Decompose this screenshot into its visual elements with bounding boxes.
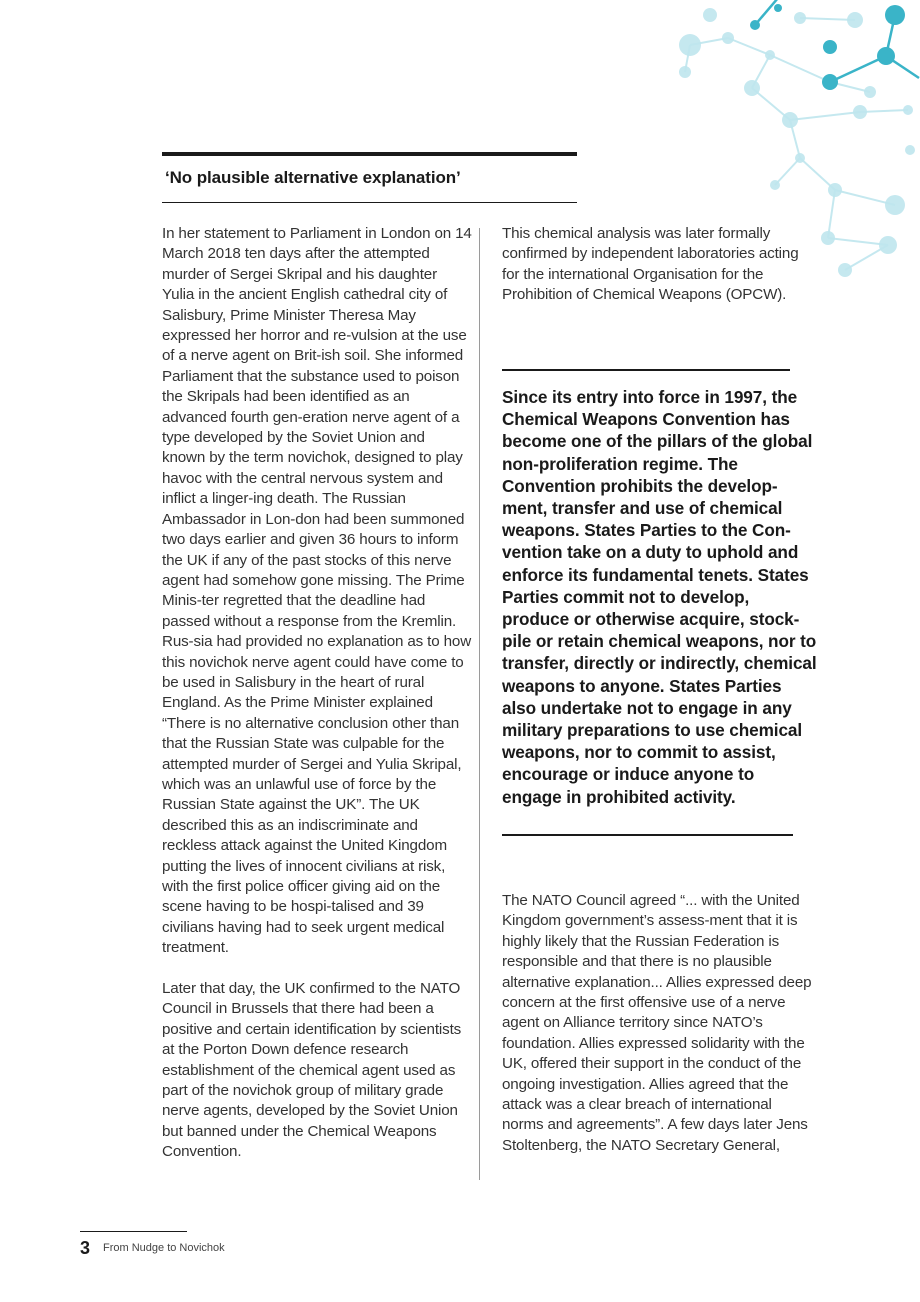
pullquote-top-rule [502, 369, 790, 371]
left-column [162, 224, 472, 1183]
body-paragraph: In her statement to Parliament in London on 14 March 2018 ten days after the attempted murder of Sergei Skripal and his daughter Yulia in the ancient English cathedral city of Salisbury, Prime Minister Theresa May expressed her horror and re-vulsion at the use of a nerve agent on Brit-ish soil. She informed Parliament that the substance used to poison the Skripals had been identified as an advanced fourth gen-eration nerve agent of a type developed by the Soviet Union and known by the term novichok, designed to play havoc with the central nervous system and inflict a linger-ing death. The Russian Ambassador in Lon-don had been summoned two days earlier and given 36 hours to inform the UK if any of the past stocks of this nerve agent had somehow gone missing. The Prime Minis-ter regretted that the deadline had passed without a response from the Kremlin. Rus-sia had provided no explanation as to how this novichok nerve agent could have come to be used in Salisbury in the heart of rural England. As the Prime Minister explained “There is no alternative conclusion other than that the Russian State was culpable for the attempted murder of Sergei and Yulia Skripal, which was an unlawful use of force by the Russian State against the UK”. The UK described this as an indiscriminate and reckless attack against the United Kingdom putting the lives of innocent civilians at risk, with the first police officer giving aid on the scene having to be hospi-talised and 39 civilians having had to seek urgent medical treatment. [162, 225, 472, 957]
section-title: ‘No plausible alternative explanation’ [165, 168, 461, 187]
section-bottom-rule [162, 202, 577, 203]
pullquote-bottom-rule [502, 834, 793, 836]
column-divider [479, 228, 480, 1180]
pullquote: Since its entry into force in 1997, the Chemical Weapons Convention has become one of the pillars of the global non-proliferation regime. The Convention prohibits the develop-ment, transfer and use of chemical weapons. States Parties to the Con-vention take on a duty to uphold and enforce its fundamental tenets. States Parties commit not to develop, produce or otherwise acquire, stock-pile or retain chemical weapons, nor to transfer, directly or indirectly, chemical weapons to anyone. States Parties also undertake not to engage in any military preparations to use chemical weapons, nor to commit to assist, encourage or induce anyone to engage in prohibited activity. [502, 387, 817, 807]
footer-publication-title: From Nudge to Novichok [103, 1242, 225, 1254]
body-paragraph: Later that day, the UK confirmed to the NATO Council in Brussels that there had been a positive and certain identification by scientists at the Porton Down defence research establishment of the chemical agent used as part of the novichok group of military grade nerve agents, developed by the Soviet Union but banned under the Chemical Weapons Convention. [162, 980, 462, 1161]
footer-rule [80, 1231, 187, 1232]
right-column-intro [502, 224, 812, 326]
body-paragraph: This chemical analysis was later formally confirmed by independent laboratories acting for the international Organisation for the Prohibition of Chemical Weapons (OPCW). [502, 225, 799, 304]
page-number: 3 [80, 1238, 91, 1258]
section-top-rule [162, 152, 577, 156]
right-column-body [502, 891, 812, 1177]
body-paragraph: The NATO Council agreed “... with the United Kingdom government’s assess-ment that it is highly likely that the Russian Federation is responsible and that there is no plausible alternative explanation... Allies expressed deep concern at the first offensive use of a nerve agent on Alliance territory since NATO’s foundation. Allies expressed solidarity with the UK, offered their support in the conduct of the ongoing investigation. Allies agreed that the attack was a clear breach of international norms and agreements”. A few days later Jens Stoltenberg, the NATO Secretary General, [502, 892, 812, 1154]
